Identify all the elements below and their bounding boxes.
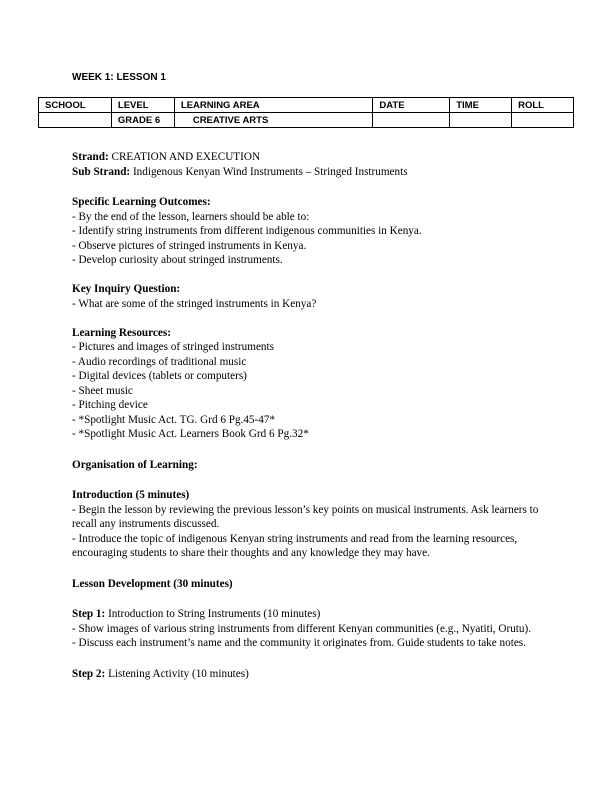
- strand-label: Strand:: [72, 151, 109, 163]
- header-time: TIME: [450, 98, 512, 113]
- header-school: SCHOOL: [39, 98, 112, 113]
- resources-list: [72, 340, 542, 442]
- header-roll: ROLL: [512, 98, 574, 113]
- list-item: - Identify string instruments from different indigenous communities in Kenya.: [72, 225, 422, 237]
- info-table-value-row: [39, 113, 574, 128]
- strand-line: [72, 150, 542, 165]
- step2-line: [72, 667, 542, 682]
- cell-roll: [512, 113, 574, 128]
- list-item: - Show images of various string instruments from different Kenyan communities (e.g., Nyatiti, Orutu).: [72, 622, 532, 635]
- list-item: - Begin the lesson by reviewing the previous lesson’s key points on musical instruments. Ask learners to recall any instruments discussed.: [72, 503, 539, 530]
- strand-value: CREATION AND EXECUTION: [108, 151, 261, 163]
- sub-strand-label: Sub Strand:: [72, 165, 131, 178]
- list-item: - Digital devices (tablets or computers): [72, 370, 247, 382]
- sub-strand-line: [72, 165, 542, 180]
- step1-line: [72, 607, 542, 622]
- list-item: - Develop curiosity about stringed instruments.: [72, 254, 283, 266]
- resources-heading: Learning Resources:: [72, 326, 171, 339]
- step2-title: Listening Activity (10 minutes): [105, 667, 249, 680]
- lesson-info-table: [38, 97, 574, 128]
- list-item: - Pictures and images of stringed instruments: [72, 341, 274, 353]
- cell-time: [450, 113, 512, 128]
- outcomes-heading: Specific Learning Outcomes:: [72, 196, 211, 208]
- info-table-header-row: [39, 98, 574, 113]
- sub-strand-value: Indigenous Kenyan Wind Instruments – Stringed Instruments: [130, 165, 408, 178]
- list-item: - Audio recordings of traditional music: [72, 355, 247, 368]
- introduction-list: [72, 503, 542, 561]
- introduction-heading: Introduction (5 minutes): [72, 489, 190, 501]
- list-item: - Introduce the topic of indigenous Kenyan string instruments and read from the learning resources, encouraging students to share their thoughts and any knowledge they may have.: [72, 532, 518, 559]
- lesson-title: WEEK 1: LESSON 1: [72, 72, 166, 83]
- step1-title: Introduction to String Instruments (10 minutes): [105, 608, 321, 620]
- cell-school: [39, 113, 112, 128]
- header-level: LEVEL: [111, 98, 174, 113]
- step1-label: Step 1:: [72, 608, 106, 620]
- cell-date: [373, 113, 450, 128]
- inquiry-list: [72, 297, 542, 312]
- step1-list: [72, 622, 542, 651]
- header-learning-area: LEARNING AREA: [174, 98, 373, 113]
- header-date: DATE: [373, 98, 450, 113]
- list-item: - Discuss each instrument’s name and the community it originates from. Guide students to take notes.: [72, 637, 526, 649]
- inquiry-heading: Key Inquiry Question:: [72, 283, 181, 295]
- organisation-heading: Organisation of Learning:: [72, 458, 198, 471]
- list-item: - What are some of the stringed instruments in Kenya?: [72, 297, 317, 310]
- cell-learning-area: CREATIVE ARTS: [174, 113, 373, 128]
- step2-label: Step 2:: [72, 667, 106, 680]
- outcomes-list: [72, 210, 542, 268]
- list-item: - *Spotlight Music Act. Learners Book Grd 6 Pg.32*: [72, 428, 309, 440]
- list-item: - *Spotlight Music Act. TG. Grd 6 Pg.45-47*: [72, 413, 276, 426]
- lesson-content: [72, 150, 542, 681]
- development-heading: Lesson Development (30 minutes): [72, 577, 233, 590]
- list-item: - Observe pictures of stringed instruments in Kenya.: [72, 239, 307, 252]
- list-item: - Pitching device: [72, 399, 148, 411]
- list-item: - Sheet music: [72, 384, 133, 397]
- list-item: - By the end of the lesson, learners should be able to:: [72, 210, 310, 223]
- cell-level: GRADE 6: [111, 113, 174, 128]
